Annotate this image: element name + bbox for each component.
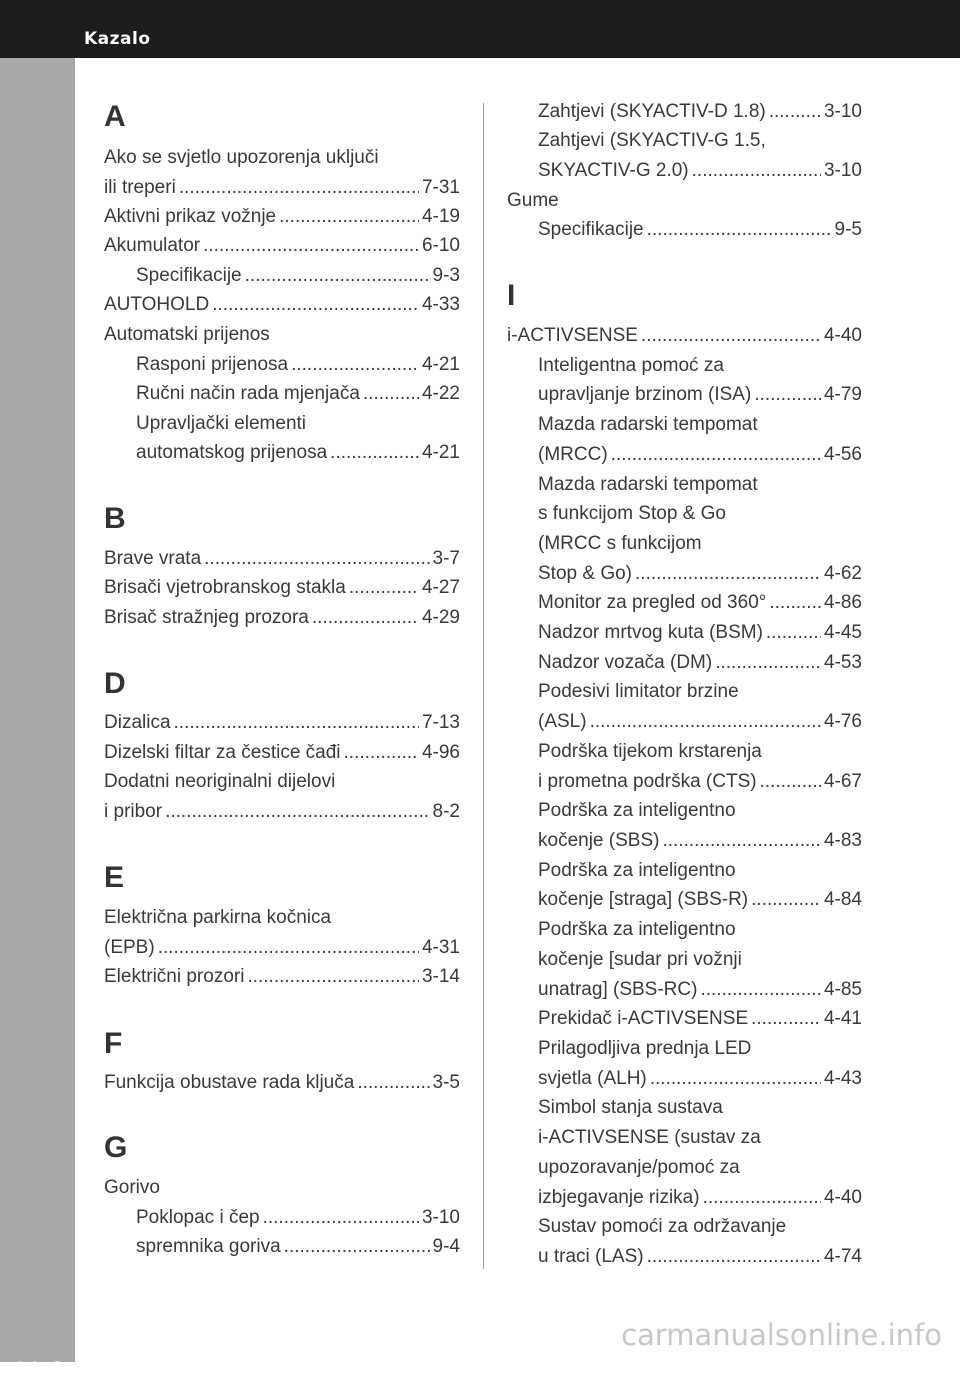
index-subentry: Rasponi prijenosa ..... 4-21	[136, 350, 460, 380]
index-subentry: Specifikacije ..... 9-3	[136, 261, 460, 291]
index-entry: ili treperi ..... 7-31	[104, 173, 460, 203]
index-subentry: Mazda radarski tempomat	[538, 414, 758, 435]
index-entry: Brave vrata ..... 3-7	[104, 544, 460, 574]
index-entry: Brisači vjetrobranskog stakla ..... 4-27	[104, 573, 460, 603]
index-subentry: Specifikacije ..... 9-5	[538, 215, 862, 245]
index-entry: Gorivo	[104, 1177, 160, 1198]
index-subentry: Podrška za inteligentno	[538, 860, 736, 881]
index-entry: Dodatni neoriginalni dijelovi	[104, 771, 336, 792]
column-divider	[483, 103, 484, 1269]
section-letter-d: D	[104, 667, 126, 700]
index-subentry: Upravljački elementi	[136, 413, 307, 434]
index-entry: Dizelski filtar za čestice čađi ..... 4-96	[104, 738, 460, 768]
index-subentry: s funkcijom Stop & Go	[538, 503, 726, 524]
index-entry: Funkcija obustave rada ključa ..... 3-5	[104, 1068, 460, 1098]
index-subentry: Sustav pomoći za održavanje	[538, 1216, 787, 1237]
index-entry: Električna parkirna kočnica	[104, 907, 332, 928]
side-tab	[0, 58, 75, 1382]
index-subentry: Prekidač i-ACTIVSENSE ..... 4-41	[538, 1004, 862, 1034]
index-subentry: unatrag] (SBS-RC) ..... 4-85	[538, 975, 862, 1005]
section-letter-g: G	[104, 1131, 128, 1164]
index-entry: Dizalica ..... 7-13	[104, 708, 460, 738]
index-subentry: kočenje (SBS) ..... 4-83	[538, 826, 862, 856]
page-number: 11-2	[14, 1358, 66, 1382]
index-entry: Brisač stražnjeg prozora ..... 4-29	[104, 603, 460, 633]
index-subentry: Podrška tijekom krstarenja	[538, 741, 762, 762]
index-subentry: i-ACTIVSENSE (sustav za	[538, 1127, 761, 1148]
index-subentry: Nadzor mrtvog kuta (BSM) ..... 4-45	[538, 618, 862, 648]
index-subentry: Poklopac i čep ..... 3-10	[136, 1203, 460, 1233]
index-subentry: izbjegavanje rizika) ..... 4-40	[538, 1183, 862, 1213]
section-letter-b: B	[104, 502, 126, 535]
index-subentry: u traci (LAS) ..... 4-74	[538, 1242, 862, 1272]
index-subentry: upravljanje brzinom (ISA) ..... 4-79	[538, 380, 862, 410]
index-subentry: Simbol stanja sustava	[538, 1097, 723, 1118]
index-entry: Električni prozori ..... 3-14	[104, 962, 460, 992]
index-subentry: svjetla (ALH) ..... 4-43	[538, 1064, 862, 1094]
index-entry: Akumulator ..... 6-10	[104, 231, 460, 261]
index-subentry: Podrška za inteligentno	[538, 919, 736, 940]
index-subentry: spremnika goriva ..... 9-4	[136, 1232, 460, 1262]
index-subentry: Prilagodljiva prednja LED	[538, 1038, 752, 1059]
index-subentry: Inteligentna pomoć za	[538, 355, 724, 376]
header-bar	[0, 0, 960, 58]
index-subentry: (MRCC) ..... 4-56	[538, 440, 862, 470]
index-subentry: Mazda radarski tempomat	[538, 474, 758, 495]
index-entry: i-ACTIVSENSE ..... 4-40	[507, 321, 862, 351]
index-entry: (EPB) ..... 4-31	[104, 933, 460, 963]
section-letter-i: I	[507, 279, 516, 312]
index-subentry: Zahtjevi (SKYACTIV-D 1.8) ..... 3-10	[538, 97, 862, 127]
index-subentry: (ASL) ..... 4-76	[538, 707, 862, 737]
index-subentry: Stop & Go) ..... 4-62	[538, 559, 862, 589]
index-entry: Automatski prijenos	[104, 324, 270, 345]
index-subentry: upozoravanje/pomoć za	[538, 1157, 740, 1178]
section-letter-a: A	[104, 100, 126, 133]
index-subentry: Zahtjevi (SKYACTIV-G 1.5,	[538, 130, 766, 151]
index-subentry: SKYACTIV-G 2.0) ..... 3-10	[538, 156, 862, 186]
section-title: Kazalo	[84, 29, 151, 49]
index-entry: Gume	[507, 190, 559, 211]
index-subentry: kočenje [sudar pri vožnji	[538, 949, 742, 970]
index-entry: AUTOHOLD ..... 4-33	[104, 290, 460, 320]
index-subentry: Monitor za pregled od 360° ..... 4-86	[538, 588, 862, 618]
index-subentry: kočenje [straga] (SBS-R) ..... 4-84	[538, 885, 862, 915]
index-subentry: automatskog prijenosa ..... 4-21	[136, 438, 460, 468]
section-letter-e: E	[104, 861, 125, 894]
index-entry: Ako se svjetlo upozorenja uključi	[104, 147, 379, 168]
index-subentry: (MRCC s funkcijom	[538, 533, 702, 554]
section-letter-f: F	[104, 1027, 123, 1060]
index-subentry: Nadzor vozača (DM) ..... 4-53	[538, 648, 862, 678]
index-entry: i pribor ..... 8-2	[104, 797, 460, 827]
index-subentry: Podesivi limitator brzine	[538, 681, 739, 702]
index-subentry: Ručni način rada mjenjača ..... 4-22	[136, 379, 460, 409]
index-subentry: i prometna podrška (CTS) ..... 4-67	[538, 767, 862, 797]
index-entry: Aktivni prikaz vožnje ..... 4-19	[104, 202, 460, 232]
index-subentry: Podrška za inteligentno	[538, 800, 736, 821]
watermark: carmanualsonline.info	[621, 1318, 942, 1352]
